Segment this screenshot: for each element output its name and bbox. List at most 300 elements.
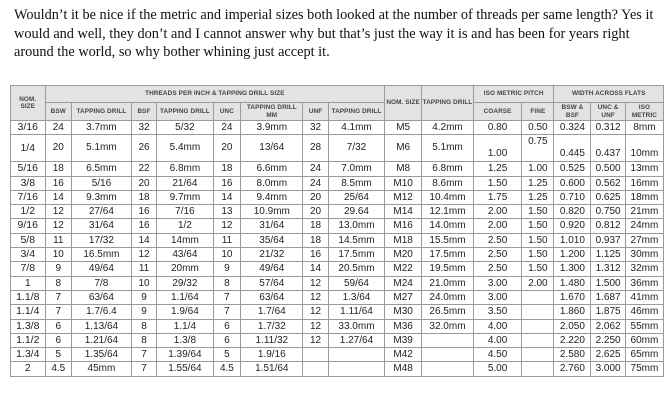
- table-row: [11, 319, 664, 333]
- table-cell: 31/64: [72, 219, 132, 233]
- table-cell: 49/64: [241, 262, 303, 276]
- table-cell: 1.7/6.4: [72, 305, 132, 319]
- table-cell: [303, 348, 328, 362]
- table-cell: M12: [385, 190, 422, 204]
- table-cell: 0.820: [554, 205, 591, 219]
- table-cell: 15.5mm: [422, 233, 474, 247]
- table-cell: 16mm: [625, 176, 663, 190]
- table-cell: 12: [131, 248, 156, 262]
- table-cell: 18: [303, 233, 328, 247]
- table-cell: 1/4: [11, 135, 46, 162]
- table-cell: 1.11/32: [241, 333, 303, 347]
- table-cell: 18: [131, 190, 156, 204]
- table-cell: 0.750: [591, 205, 626, 219]
- table-cell: 0.50: [522, 121, 554, 135]
- table-cell: [522, 333, 554, 347]
- table-cell: [303, 362, 328, 376]
- table-cell: 12: [303, 319, 328, 333]
- table-cell: 2.00: [522, 276, 554, 290]
- table-cell: 3.7mm: [72, 121, 132, 135]
- table-cell: 11: [45, 233, 71, 247]
- table-cell: 1.00: [522, 162, 554, 176]
- table-cell: 1/2: [157, 219, 213, 233]
- table-cell: M48: [385, 362, 422, 376]
- table-cell: 8: [131, 333, 156, 347]
- table-cell: M8: [385, 162, 422, 176]
- table-cell: 29/32: [157, 276, 213, 290]
- table-cell: 24: [303, 176, 328, 190]
- table-cell: 6.6mm: [241, 162, 303, 176]
- table-cell: 2: [11, 362, 46, 376]
- header-unf: UNF: [303, 103, 328, 121]
- thread-size-table: [10, 85, 664, 377]
- table-cell: M22: [385, 262, 422, 276]
- table-cell: 5/32: [157, 121, 213, 135]
- table-cell: 1.860: [554, 305, 591, 319]
- table-cell: 21/64: [157, 176, 213, 190]
- table-cell: 7/8: [72, 276, 132, 290]
- table-row: [11, 290, 664, 304]
- table-cell: 1.50: [522, 205, 554, 219]
- table-cell: 0.600: [554, 176, 591, 190]
- table-cell: 21/32: [241, 248, 303, 262]
- table-row: [11, 362, 664, 376]
- table-cell: 1.21/64: [72, 333, 132, 347]
- table-cell: [422, 348, 474, 362]
- table-cell: 32mm: [625, 262, 663, 276]
- table-cell: 1.75: [473, 190, 521, 204]
- table-cell: 32.0mm: [422, 319, 474, 333]
- header-nom-size: NOM. SIZE: [11, 86, 46, 121]
- table-cell: 20.5mm: [328, 262, 385, 276]
- table-cell: 1.312: [591, 262, 626, 276]
- table-cell: 8: [213, 276, 241, 290]
- table-cell: 32: [131, 121, 156, 135]
- header-metric-tapping-drill: TAPPING DRILL: [422, 86, 474, 121]
- table-cell: [522, 348, 554, 362]
- table-cell: [522, 290, 554, 304]
- table-cell: 14: [303, 262, 328, 276]
- table-row: [11, 176, 664, 190]
- table-cell: 2.062: [591, 319, 626, 333]
- intro-paragraph: Wouldn’t it be nice if the metric and imperial sizes both looked at the number of threads per same length? Yes it would and well, they don’t and I cannot answer why but that’s just the way it is and has been for years right around the world, so why bother whining just accept it.: [14, 7, 654, 60]
- table-cell: 27mm: [625, 233, 663, 247]
- table-cell: 25/64: [328, 190, 385, 204]
- table-cell: 1.7/32: [241, 319, 303, 333]
- table-cell: 6: [213, 333, 241, 347]
- table-cell: 16.5mm: [72, 248, 132, 262]
- table-cell: 1.687: [591, 290, 626, 304]
- table-cell: 1.3/8: [157, 333, 213, 347]
- table-cell: 1.1/4: [157, 319, 213, 333]
- table-cell: 2.050: [554, 319, 591, 333]
- table-cell: 20: [303, 205, 328, 219]
- table-cell: 1.50: [522, 233, 554, 247]
- table-row: [11, 190, 664, 204]
- table-row: [11, 262, 664, 276]
- table-cell: 12: [213, 219, 241, 233]
- header-threads-group: THREADS PER INCH & TAPPING DRILL SIZE: [45, 86, 385, 103]
- table-cell: 16: [131, 205, 156, 219]
- table-cell: 2.220: [554, 333, 591, 347]
- table-cell: 1.3/8: [11, 319, 46, 333]
- table-cell: 2.50: [473, 248, 521, 262]
- table-cell: 3.00: [473, 276, 521, 290]
- table-cell: 2.625: [591, 348, 626, 362]
- table-cell: 1.35/64: [72, 348, 132, 362]
- table-cell: 2.50: [473, 233, 521, 247]
- table-cell: 6.5mm: [72, 162, 132, 176]
- table-cell: 1.50: [522, 248, 554, 262]
- table-cell: 7: [213, 290, 241, 304]
- table-cell: 12: [303, 333, 328, 347]
- table-cell: [522, 319, 554, 333]
- table-cell: 10: [213, 248, 241, 262]
- table-row: [11, 333, 664, 347]
- table-cell: 9.3mm: [72, 190, 132, 204]
- table-cell: [328, 348, 385, 362]
- table-cell: 12: [303, 290, 328, 304]
- table-cell: 36mm: [625, 276, 663, 290]
- table-cell: 0.710: [554, 190, 591, 204]
- table-cell: 43/64: [157, 248, 213, 262]
- table-cell: 0.625: [591, 190, 626, 204]
- table-cell: 26.5mm: [422, 305, 474, 319]
- table-cell: M39: [385, 333, 422, 347]
- table-cell: 1.200: [554, 248, 591, 262]
- table-cell: 5: [45, 348, 71, 362]
- table-cell: 3.000: [591, 362, 626, 376]
- table-cell: 11: [213, 233, 241, 247]
- table-cell: 0.445: [554, 135, 591, 162]
- table-cell: 7: [45, 290, 71, 304]
- table-cell: 5.1mm: [72, 135, 132, 162]
- table-cell: 45mm: [72, 362, 132, 376]
- table-cell: 12: [45, 219, 71, 233]
- table-cell: 65mm: [625, 348, 663, 362]
- table-cell: 4.00: [473, 333, 521, 347]
- table-cell: 9: [45, 262, 71, 276]
- table-cell: 14: [131, 233, 156, 247]
- table-cell: 26: [131, 135, 156, 162]
- table-cell: 17.5mm: [328, 248, 385, 262]
- table-cell: 9.7mm: [157, 190, 213, 204]
- table-cell: 24mm: [625, 219, 663, 233]
- table-cell: 7/8: [11, 262, 46, 276]
- table-cell: 18: [213, 162, 241, 176]
- table-row: [11, 205, 664, 219]
- table-cell: 3.9mm: [241, 121, 303, 135]
- table-cell: 1.00: [473, 135, 521, 162]
- table-cell: 21.0mm: [422, 276, 474, 290]
- table-cell: 57/64: [241, 276, 303, 290]
- table-cell: 8.5mm: [328, 176, 385, 190]
- table-cell: 1.1/8: [11, 290, 46, 304]
- table-cell: 24: [213, 121, 241, 135]
- table-row: [11, 248, 664, 262]
- table-cell: 16: [131, 219, 156, 233]
- table-cell: 35/64: [241, 233, 303, 247]
- table-cell: 1.25: [473, 162, 521, 176]
- table-cell: 60mm: [625, 333, 663, 347]
- table-cell: 2.250: [591, 333, 626, 347]
- table-cell: M16: [385, 219, 422, 233]
- table-cell: 10: [45, 248, 71, 262]
- table-cell: 24: [303, 162, 328, 176]
- table-cell: 21mm: [625, 205, 663, 219]
- table-cell: 32: [303, 121, 328, 135]
- table-cell: 1.9/16: [241, 348, 303, 362]
- table-cell: 1.39/64: [157, 348, 213, 362]
- table-cell: [422, 362, 474, 376]
- table-cell: 4.00: [473, 319, 521, 333]
- header-coarse: COARSE: [473, 103, 521, 121]
- table-cell: 4.2mm: [422, 121, 474, 135]
- header-iso-metric: ISO METRIC: [625, 103, 663, 121]
- table-cell: 7.0mm: [328, 162, 385, 176]
- table-cell: 30mm: [625, 248, 663, 262]
- table-cell: 17/32: [72, 233, 132, 247]
- table-cell: 2.760: [554, 362, 591, 376]
- table-cell: 13mm: [625, 162, 663, 176]
- table-cell: 75mm: [625, 362, 663, 376]
- table-cell: 0.562: [591, 176, 626, 190]
- table-cell: 1.480: [554, 276, 591, 290]
- table-cell: 4.1mm: [328, 121, 385, 135]
- table-cell: 1.50: [473, 176, 521, 190]
- table-cell: 28: [303, 135, 328, 162]
- table-cell: 49/64: [72, 262, 132, 276]
- table-cell: 0.312: [591, 121, 626, 135]
- table-cell: 3.50: [473, 305, 521, 319]
- table-cell: 33.0mm: [328, 319, 385, 333]
- table-cell: 4.5: [45, 362, 71, 376]
- table-cell: 8.6mm: [422, 176, 474, 190]
- table-cell: 59/64: [328, 276, 385, 290]
- table-cell: 5.1mm: [422, 135, 474, 162]
- table-cell: 7: [131, 362, 156, 376]
- table-cell: 1.3/4: [11, 348, 46, 362]
- table-cell: 0.437: [591, 135, 626, 162]
- table-cell: 1.670: [554, 290, 591, 304]
- table-row: [11, 233, 664, 247]
- table-cell: 0.324: [554, 121, 591, 135]
- header-unf-drill: TAPPING DRILL: [328, 103, 385, 121]
- table-cell: 20: [131, 176, 156, 190]
- table-cell: 1.875: [591, 305, 626, 319]
- table-cell: 16: [45, 176, 71, 190]
- table-cell: 1.9/64: [157, 305, 213, 319]
- table-cell: 0.75: [522, 135, 554, 162]
- table-cell: 8: [45, 276, 71, 290]
- header-width-across-flats: WIDTH ACROSS FLATS: [554, 86, 664, 103]
- table-cell: 0.937: [591, 233, 626, 247]
- table-cell: 1.55/64: [157, 362, 213, 376]
- table-cell: 8: [131, 319, 156, 333]
- thread-table-container: [10, 85, 664, 377]
- table-cell: 4.50: [473, 348, 521, 362]
- table-cell: 14: [213, 190, 241, 204]
- table-cell: 7/16: [157, 205, 213, 219]
- table-cell: 10.9mm: [241, 205, 303, 219]
- table-cell: 2.00: [473, 219, 521, 233]
- table-cell: 18: [45, 162, 71, 176]
- table-cell: 1/2: [11, 205, 46, 219]
- table-cell: 9/16: [11, 219, 46, 233]
- table-cell: [522, 362, 554, 376]
- table-cell: 1.125: [591, 248, 626, 262]
- table-cell: M20: [385, 248, 422, 262]
- table-cell: M24: [385, 276, 422, 290]
- table-cell: 0.80: [473, 121, 521, 135]
- table-cell: 17.5mm: [422, 248, 474, 262]
- table-cell: 1.1/2: [11, 333, 46, 347]
- table-cell: 41mm: [625, 290, 663, 304]
- table-cell: 20: [213, 135, 241, 162]
- table-cell: 13: [213, 205, 241, 219]
- table-row: [11, 121, 664, 135]
- table-cell: 2.50: [473, 262, 521, 276]
- table-cell: 12: [303, 305, 328, 319]
- table-row: [11, 135, 664, 162]
- table-cell: 9.4mm: [241, 190, 303, 204]
- table-cell: 20mm: [157, 262, 213, 276]
- table-cell: 0.920: [554, 219, 591, 233]
- table-cell: 1.50: [522, 262, 554, 276]
- table-cell: 1.27/64: [328, 333, 385, 347]
- table-cell: 13.0mm: [328, 219, 385, 233]
- table-cell: 9: [131, 290, 156, 304]
- table-cell: [522, 305, 554, 319]
- table-cell: 13/64: [241, 135, 303, 162]
- header-bsf: BSF: [131, 103, 156, 121]
- table-cell: 1.3/64: [328, 290, 385, 304]
- table-cell: 5/16: [11, 162, 46, 176]
- table-cell: 7/32: [328, 135, 385, 162]
- table-cell: 4.5: [213, 362, 241, 376]
- table-cell: 29.64: [328, 205, 385, 219]
- table-cell: 5.4mm: [157, 135, 213, 162]
- table-cell: 14: [45, 190, 71, 204]
- table-cell: 1.25: [522, 176, 554, 190]
- table-cell: 3/4: [11, 248, 46, 262]
- table-cell: M30: [385, 305, 422, 319]
- table-cell: 14.0mm: [422, 219, 474, 233]
- table-cell: 2.00: [473, 205, 521, 219]
- header-fine: FINE: [522, 103, 554, 121]
- header-bsw-drill: TAPPING DRILL: [72, 103, 132, 121]
- table-row: [11, 219, 664, 233]
- table-cell: 7: [213, 305, 241, 319]
- table-cell: 12: [303, 276, 328, 290]
- table-cell: 19.5mm: [422, 262, 474, 276]
- table-cell: 5: [213, 348, 241, 362]
- table-cell: 2.580: [554, 348, 591, 362]
- table-cell: 1.25: [522, 190, 554, 204]
- table-row: [11, 305, 664, 319]
- table-cell: 6.8mm: [157, 162, 213, 176]
- table-cell: 10mm: [625, 135, 663, 162]
- table-cell: 6: [45, 319, 71, 333]
- table-cell: 18: [303, 219, 328, 233]
- table-cell: 1: [11, 276, 46, 290]
- table-cell: 5/8: [11, 233, 46, 247]
- table-cell: 31/64: [241, 219, 303, 233]
- table-cell: 1.51/64: [241, 362, 303, 376]
- header-unc: UNC: [213, 103, 241, 121]
- table-cell: M6: [385, 135, 422, 162]
- table-cell: M36: [385, 319, 422, 333]
- table-cell: 7: [45, 305, 71, 319]
- table-body: [11, 121, 664, 377]
- table-cell: 14.5mm: [328, 233, 385, 247]
- header-bsw-bsf: BSW & BSF: [554, 103, 591, 121]
- table-cell: 1.300: [554, 262, 591, 276]
- table-cell: [422, 333, 474, 347]
- table-cell: 1.1/64: [157, 290, 213, 304]
- table-cell: 6.8mm: [422, 162, 474, 176]
- table-cell: 27/64: [72, 205, 132, 219]
- table-cell: 20: [45, 135, 71, 162]
- table-cell: 55mm: [625, 319, 663, 333]
- table-cell: 8mm: [625, 121, 663, 135]
- table-cell: 1.13/64: [72, 319, 132, 333]
- table-cell: [328, 362, 385, 376]
- table-cell: 63/64: [72, 290, 132, 304]
- header-iso-pitch-group: ISO METRIC PITCH: [473, 86, 554, 103]
- table-cell: 3.00: [473, 290, 521, 304]
- table-cell: 16: [213, 176, 241, 190]
- table-cell: 7/16: [11, 190, 46, 204]
- table-cell: 16: [303, 248, 328, 262]
- table-row: [11, 162, 664, 176]
- table-cell: M18: [385, 233, 422, 247]
- table-cell: 0.812: [591, 219, 626, 233]
- table-cell: 7: [131, 348, 156, 362]
- table-row: [11, 348, 664, 362]
- table-cell: 1.010: [554, 233, 591, 247]
- table-cell: 10: [131, 276, 156, 290]
- header-unc-unf: UNC & UNF: [591, 103, 626, 121]
- header-unc-drill: TAPPING DRILL MM: [241, 103, 303, 121]
- table-cell: 0.525: [554, 162, 591, 176]
- table-cell: 9: [131, 305, 156, 319]
- table-cell: M5: [385, 121, 422, 135]
- header-bsf-drill: TAPPING DRILL: [157, 103, 213, 121]
- table-cell: 14mm: [157, 233, 213, 247]
- table-cell: 12.1mm: [422, 205, 474, 219]
- table-cell: 3/8: [11, 176, 46, 190]
- table-cell: 1.7/64: [241, 305, 303, 319]
- table-cell: 24.0mm: [422, 290, 474, 304]
- table-cell: 18mm: [625, 190, 663, 204]
- table-cell: 24: [45, 121, 71, 135]
- table-cell: 1.50: [522, 219, 554, 233]
- table-cell: 8.0mm: [241, 176, 303, 190]
- table-cell: M42: [385, 348, 422, 362]
- table-cell: M10: [385, 176, 422, 190]
- table-cell: 9: [213, 262, 241, 276]
- table-cell: 12: [45, 205, 71, 219]
- table-cell: 11: [131, 262, 156, 276]
- table-cell: 46mm: [625, 305, 663, 319]
- table-cell: 3/16: [11, 121, 46, 135]
- table-cell: 5/16: [72, 176, 132, 190]
- table-cell: 5.00: [473, 362, 521, 376]
- table-cell: 1.11/64: [328, 305, 385, 319]
- table-cell: 1.1/4: [11, 305, 46, 319]
- table-cell: M27: [385, 290, 422, 304]
